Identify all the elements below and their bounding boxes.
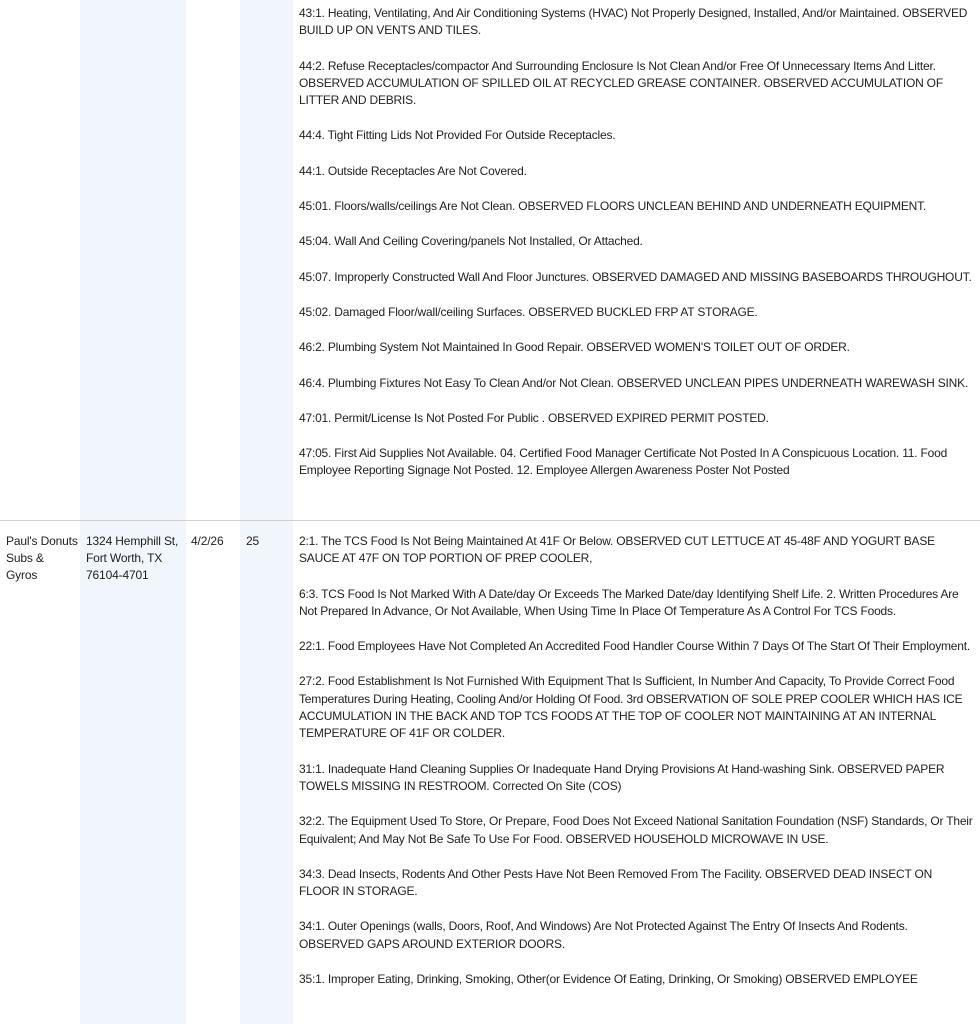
violations-cell (299, 533, 975, 1006)
violation-item: 2:1. The TCS Food Is Not Being Maintained At 41F Or Below. OBSERVED CUT LETTUCE AT 45-48F AND YOGURT BASE SAUCE AT 47F ON TOP PORTION OF PREP COOLER, (299, 534, 935, 566)
violation-item: 44:4. Tight Fitting Lids Not Provided For Outside Receptacles. (299, 128, 616, 143)
violation-item: 45:04. Wall And Ceiling Covering/panels Not Installed, Or Attached. (299, 234, 643, 249)
violation-item: 22:1. Food Employees Have Not Completed An Accredited Food Handler Course Within 7 Days Of The Start Of Their Employment. (299, 639, 971, 654)
establishment-cell: Paul's Donuts Subs & Gyros (6, 534, 78, 582)
table-row (0, 520, 980, 1024)
violation-item: 46:2. Plumbing System Not Maintained In Good Repair. OBSERVED WOMEN'S TOILET OUT OF ORDER. (299, 340, 850, 355)
violation-item: 34:3. Dead Insects, Rodents And Other Pests Have Not Been Removed From The Facility. OBSERVED DEAD INSECT ON FLOOR IN STORAGE. (299, 866, 933, 899)
violation-item: 31:1. Inadequate Hand Cleaning Supplies Or Inadequate Hand Drying Provisions At Hand-washing Sink. OBSERVED PAPER TOWELS MISSING IN RESTROOM. Corrected On Site (COS) (299, 761, 945, 793)
violation-item: 35:1. Improper Eating, Drinking, Smoking, Other(or Evidence Of Eating, Drinking, Or Smoking) OBSERVED EMPLOYEE (299, 972, 918, 987)
violation-item: 47:01. Permit/License Is Not Posted For Public . OBSERVED EXPIRED PERMIT POSTED. (299, 410, 769, 425)
violation-item: 6:3. TCS Food Is Not Marked With A Date/day Or Exceeds The Marked Date/day Identifying Shelf Life. 2. Written Procedures Are Not Prepared In Advance, Or Not Available, When Using Time In Place Of Temperature As A Control For TCS Foods. (299, 586, 959, 618)
score-cell: 25 (246, 534, 260, 548)
violation-item: 44:2. Refuse Receptacles/compactor And Surrounding Enclosure Is Not Clean And/or Free Of Unnecessary Items And Litter. OBSERVED ACCUMULATION OF SPILLED OIL AT RECYCLED GREASE CONTAINER. OBSERVED ACCUMULATION OF LITTER AND DEBRIS. (299, 58, 943, 108)
violation-item: 45:02. Damaged Floor/wall/ceiling Surfaces. OBSERVED BUCKLED FRP AT STORAGE. (299, 304, 758, 319)
violation-item: 47:05. First Aid Supplies Not Available. 04. Certified Food Manager Certificate Not Posted In A Conspicuous Location. 11. Food Employee Reporting Signage Not Posted. 12. Employee Allergen Awareness Poster Not Posted (299, 446, 948, 478)
date-cell: 4/2/26 (191, 534, 224, 548)
violation-item: 34:1. Outer Openings (walls, Doors, Roof, And Windows) Are Not Protected Against The Entry Of Insects And Rodents. OBSERVED GAPS AROUND EXTERIOR DOORS. (299, 919, 908, 951)
address-cell: 1324 Hemphill St, Fort Worth, TX 76104-4701 (86, 534, 179, 582)
violation-item: 45:07. Improperly Constructed Wall And Floor Junctures. OBSERVED DAMAGED AND MISSING BASEBOARDS THROUGHOUT. (299, 269, 972, 284)
violation-item: 44:1. Outside Receptacles Are Not Covered. (299, 163, 527, 178)
violation-item: 43:1. Heating, Ventilating, And Air Conditioning Systems (HVAC) Not Properly Designed, Installed, And/or Maintained. OBSERVED BUILD UP ON VENTS AND TILES. (299, 6, 968, 38)
violation-item: 27:2. Food Establishment Is Not Furnished With Equipment That Is Sufficient, In Number And Capacity, To Provide Correct Food Temperatures During Heating, Cooling And/or Holding Of Food. 3rd OBSERVATION OF SOLE PREP COOLER WHICH HAS ICE ACCUMULATION IN THE BACK AND TOP TCS FOODS AT THE TOP OF COOLER NOT MAINTAINING AT AN INTERNAL TEMPERATURE OF 41F OR COLDER. (299, 674, 963, 741)
violation-item: 45:01. Floors/walls/ceilings Are Not Clean. OBSERVED FLOORS UNCLEAN BEHIND AND UNDERNEATH EQUIPMENT. (299, 199, 927, 214)
violations-cell (299, 5, 975, 498)
violation-item: 32:2. The Equipment Used To Store, Or Prepare, Food Does Not Exceed National Sanitation Foundation (NSF) Standards, Or Their Equivalent; And May Not Be Safe To Use For Food. OBSERVED HOUSEHOLD MICROWAVE IN USE. (299, 814, 973, 846)
violation-item: 46:4. Plumbing Fixtures Not Easy To Clean And/or Not Clean. OBSERVED UNCLEAN PIPES UNDERNEATH WAREWASH SINK. (299, 375, 969, 390)
